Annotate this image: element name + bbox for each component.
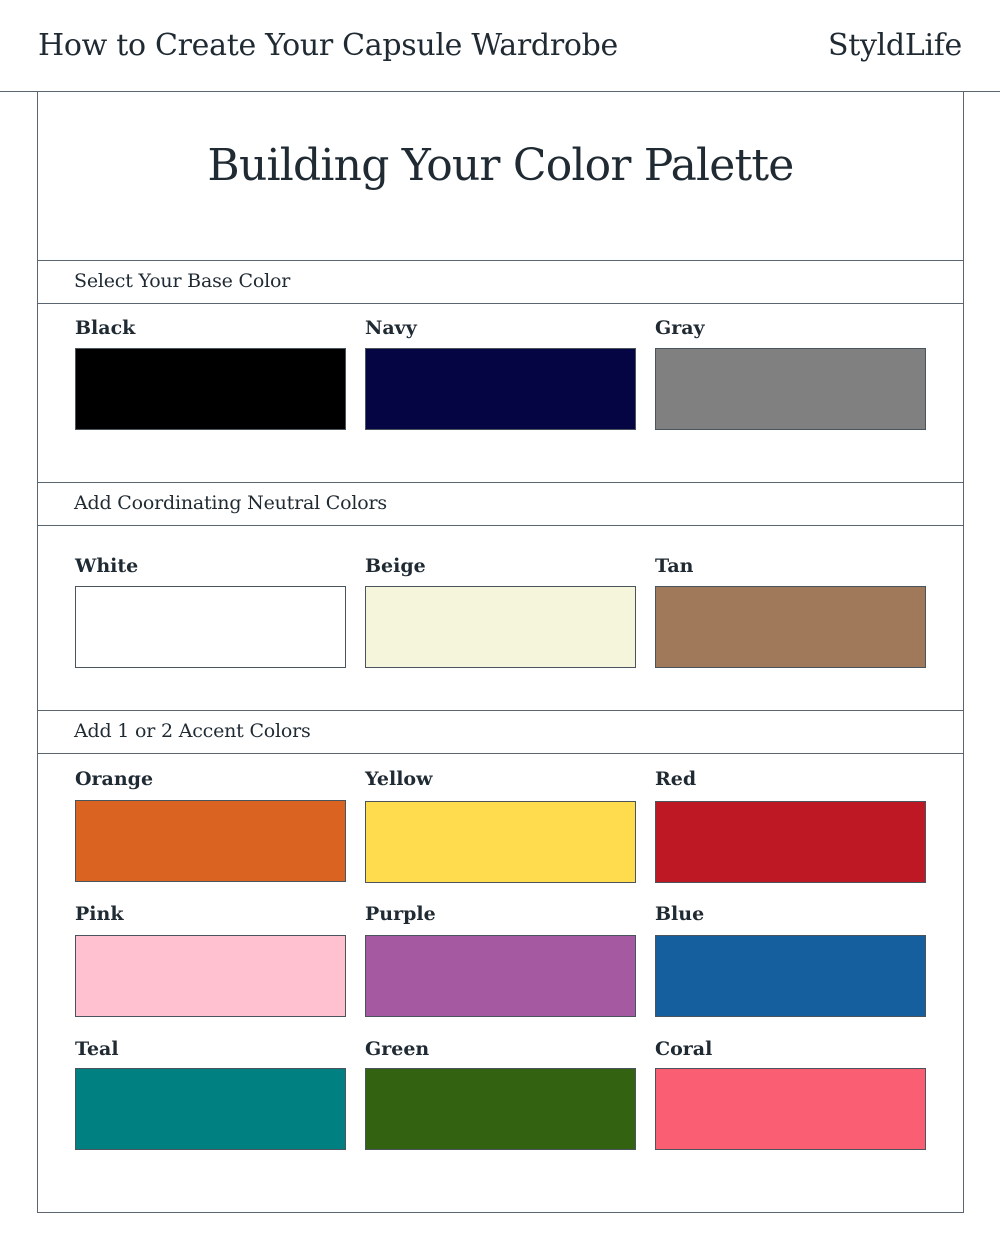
color-swatch-black (75, 348, 346, 430)
color-label-red: Red (655, 768, 697, 790)
color-swatch-tan (655, 586, 926, 668)
color-label-teal: Teal (75, 1038, 119, 1060)
section-label: Add 1 or 2 Accent Colors (74, 720, 311, 742)
color-label-navy: Navy (365, 317, 417, 339)
color-label-yellow: Yellow (365, 768, 433, 790)
page-header-title: How to Create Your Capsule Wardrobe (38, 28, 618, 63)
section-header-accent (38, 710, 963, 754)
section-label: Select Your Base Color (74, 270, 291, 292)
color-label-black: Black (75, 317, 136, 339)
color-swatch-coral (655, 1068, 926, 1150)
color-swatch-blue (655, 935, 926, 1017)
color-label-coral: Coral (655, 1038, 713, 1060)
color-label-blue: Blue (655, 903, 705, 925)
color-label-orange: Orange (75, 768, 154, 790)
brand-logo-text: StyldLife (827, 28, 962, 63)
color-swatch-beige (365, 586, 636, 668)
section-label: Add Coordinating Neutral Colors (74, 492, 387, 514)
color-swatch-pink (75, 935, 346, 1017)
page-title: Building Your Color Palette (207, 140, 794, 191)
color-swatch-red (655, 801, 926, 883)
palette-card (37, 92, 964, 1213)
section-header-neutral (38, 482, 963, 526)
color-label-gray: Gray (655, 317, 705, 339)
page-header (0, 0, 1000, 92)
color-label-green: Green (365, 1038, 430, 1060)
color-swatch-navy (365, 348, 636, 430)
section-header-base (38, 260, 963, 304)
color-label-tan: Tan (655, 555, 694, 577)
color-swatch-yellow (365, 801, 636, 883)
color-swatch-teal (75, 1068, 346, 1150)
color-swatch-white (75, 586, 346, 668)
color-label-white: White (75, 555, 139, 577)
color-label-pink: Pink (75, 903, 124, 925)
color-swatch-gray (655, 348, 926, 430)
color-swatch-green (365, 1068, 636, 1150)
color-label-purple: Purple (365, 903, 436, 925)
color-swatch-orange (75, 800, 346, 882)
color-swatch-purple (365, 935, 636, 1017)
color-label-beige: Beige (365, 555, 426, 577)
